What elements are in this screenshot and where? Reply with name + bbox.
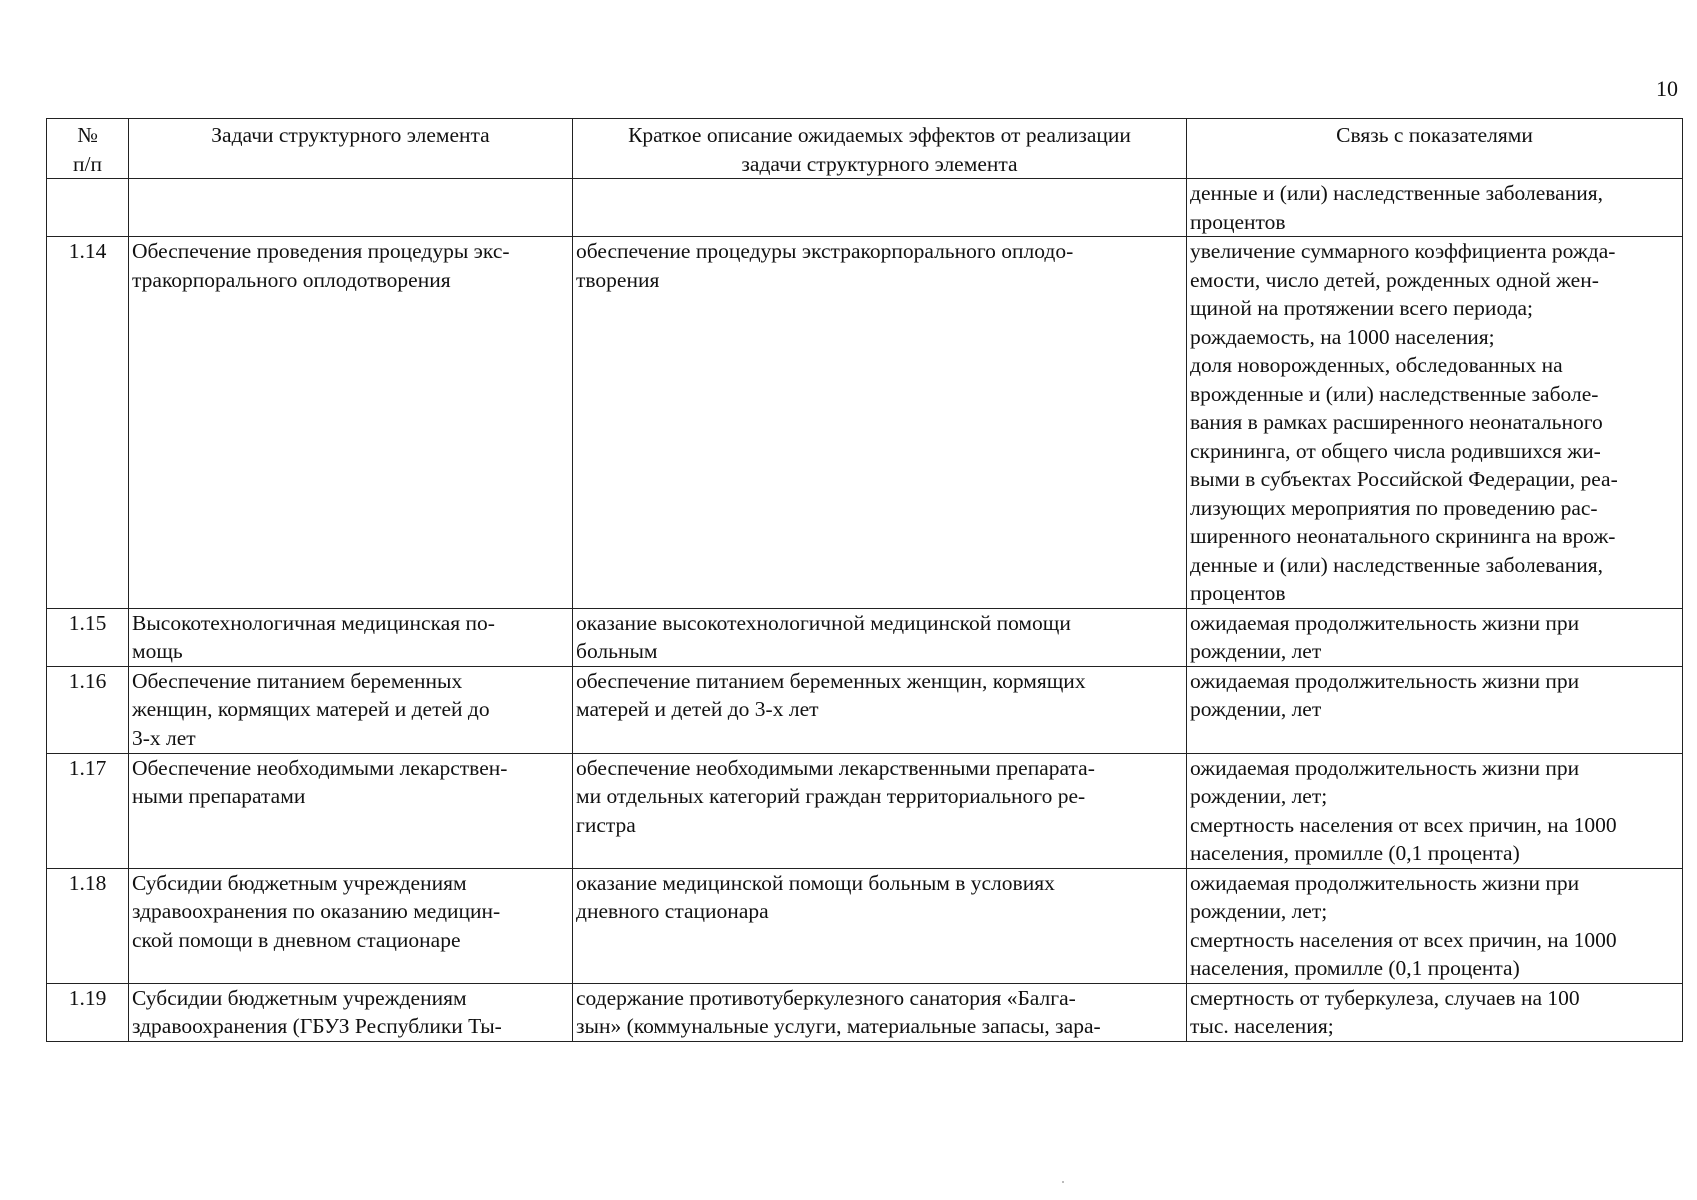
row-task-line: Обеспечение питанием беременных xyxy=(132,668,463,693)
row-link xyxy=(1187,868,1683,983)
header-link xyxy=(1187,119,1683,179)
row-effect-line: матерей и детей до 3-х лет xyxy=(576,697,819,721)
row-effect xyxy=(573,666,1187,753)
row-task xyxy=(129,983,573,1041)
row-task-line: Высокотехнологичная медицинская по- xyxy=(132,610,495,635)
header-effect-line: Краткое описание ожидаемых эффектов от реализации xyxy=(628,123,1131,147)
row-link-line: смертность населения от всех причин, на 1000 xyxy=(1190,812,1617,837)
table-row xyxy=(47,608,1683,666)
row-link xyxy=(1187,666,1683,753)
row-link-line: ожидаемая продолжительность жизни при xyxy=(1190,668,1580,693)
row-link-line: емости, число детей, рожденных одной жен- xyxy=(1190,267,1599,292)
row-task-line: ской помощи в дневном стационаре xyxy=(132,927,461,952)
row-task xyxy=(129,179,573,237)
row-task-line: ными препаратами xyxy=(132,784,306,808)
row-effect xyxy=(573,608,1187,666)
row-link xyxy=(1187,983,1683,1041)
row-effect-line: оказание высокотехнологичной медицинской помощи xyxy=(576,610,1071,635)
table-row xyxy=(47,179,1683,237)
header-num-line: п/п xyxy=(73,151,102,176)
row-effect-line: оказание медицинской помощи больным в условиях xyxy=(576,870,1055,895)
row-effect xyxy=(573,179,1187,237)
table-row xyxy=(47,666,1683,753)
row-effect-line: творения xyxy=(576,267,660,292)
row-task-line: Субсидии бюджетным учреждениям xyxy=(132,870,467,895)
row-num xyxy=(47,179,129,237)
header-task xyxy=(129,119,573,179)
page-number: 10 xyxy=(1656,76,1678,101)
row-effect-line: зын» (коммунальные услуги, материальные запасы, зара- xyxy=(576,1014,1101,1038)
row-link-line: процентов xyxy=(1190,581,1286,605)
row-link-line: вания в рамках расширенного неонатального xyxy=(1190,410,1603,434)
row-link-line: выми в субъектах Российской Федерации, реа- xyxy=(1190,467,1618,491)
row-effect-line: ми отдельных категорий граждан территориального ре- xyxy=(576,784,1086,808)
table-row xyxy=(47,868,1683,983)
row-link-line: смертность населения от всех причин, на 1000 xyxy=(1190,927,1617,952)
row-task-line: 3-х лет xyxy=(132,725,196,750)
structural-element-table xyxy=(46,118,1683,1042)
row-link-line: ожидаемая продолжительность жизни при xyxy=(1190,870,1580,895)
table-row xyxy=(47,237,1683,609)
row-task-line: здравоохранения по оказанию медицин- xyxy=(132,899,501,923)
row-link-line: смертность от туберкулеза, случаев на 100 xyxy=(1190,985,1580,1010)
row-num: 1.14 xyxy=(47,237,129,609)
row-task-line: здравоохранения (ГБУЗ Республики Ты- xyxy=(132,1014,502,1038)
row-link-line: денные и (или) наследственные заболевания, xyxy=(1190,181,1603,205)
row-link-line: рождении, лет xyxy=(1190,639,1322,663)
row-task-line: Субсидии бюджетным учреждениям xyxy=(132,985,467,1010)
row-effect-line: больным xyxy=(576,639,658,663)
row-link xyxy=(1187,753,1683,868)
row-link-line: ожидаемая продолжительность жизни при xyxy=(1190,610,1580,635)
row-link-line: рождаемость, на 1000 населения; xyxy=(1190,324,1495,349)
row-link-line: денные и (или) наследственные заболевания, xyxy=(1190,552,1603,577)
row-effect xyxy=(573,753,1187,868)
row-effect-line: содержание противотуберкулезного санатория «Балга- xyxy=(576,985,1076,1010)
header-effect xyxy=(573,119,1187,179)
row-task xyxy=(129,237,573,609)
row-effect-line: обеспечение питанием беременных женщин, кормящих xyxy=(576,668,1086,693)
row-effect xyxy=(573,868,1187,983)
row-link-line: рождении, лет xyxy=(1190,697,1322,721)
row-effect-line: дневного стационара xyxy=(576,899,769,923)
row-link-line: процентов xyxy=(1190,209,1286,234)
row-link xyxy=(1187,608,1683,666)
row-link-line: врожденные и (или) наследственные заболе- xyxy=(1190,381,1599,406)
header-task-line: Задачи структурного элемента xyxy=(211,123,490,147)
row-link-line: населения, промилле (0,1 процента) xyxy=(1190,841,1520,865)
row-effect-line: обеспечение необходимыми лекарственными препарата- xyxy=(576,755,1095,780)
row-link-line: рождении, лет; xyxy=(1190,899,1328,923)
row-link-line: ожидаемая продолжительность жизни при xyxy=(1190,755,1580,780)
table-row xyxy=(47,753,1683,868)
row-num: 1.16 xyxy=(47,666,129,753)
row-num: 1.19 xyxy=(47,983,129,1041)
row-num: 1.15 xyxy=(47,608,129,666)
row-effect xyxy=(573,983,1187,1041)
row-link-line: скрининга, от общего числа родившихся жи- xyxy=(1190,438,1601,463)
scan-speck xyxy=(1062,1181,1064,1183)
row-link-line: рождении, лет; xyxy=(1190,784,1328,808)
row-effect-line: обеспечение процедуры экстракорпорального оплодо- xyxy=(576,239,1074,263)
row-link-line: увеличение суммарного коэффициента рожда- xyxy=(1190,239,1616,263)
header-num xyxy=(47,119,129,179)
row-task-line: Обеспечение проведения процедуры экс- xyxy=(132,239,510,263)
row-link xyxy=(1187,179,1683,237)
row-task-line: тракорпорального оплодотворения xyxy=(132,267,451,292)
row-effect-line: гистра xyxy=(576,812,636,837)
table-header-row xyxy=(47,119,1683,179)
row-num: 1.18 xyxy=(47,868,129,983)
table-row xyxy=(47,983,1683,1041)
header-effect-line: задачи структурного элемента xyxy=(741,151,1018,176)
row-num: 1.17 xyxy=(47,753,129,868)
row-task xyxy=(129,608,573,666)
row-effect xyxy=(573,237,1187,609)
row-link xyxy=(1187,237,1683,609)
row-task xyxy=(129,868,573,983)
row-link-line: населения, промилле (0,1 процента) xyxy=(1190,956,1520,980)
row-link-line: щиной на протяжении всего периода; xyxy=(1190,296,1534,320)
header-num-line: № xyxy=(77,123,98,147)
row-task-line: женщин, кормящих матерей и детей до xyxy=(132,697,490,721)
row-link-line: лизующих мероприятия по проведению рас- xyxy=(1190,495,1598,520)
header-link-line: Связь с показателями xyxy=(1336,123,1533,147)
row-task-line: Обеспечение необходимыми лекарствен- xyxy=(132,755,508,780)
row-link-line: ширенного неонатального скрининга на врож- xyxy=(1190,524,1616,548)
row-task xyxy=(129,753,573,868)
row-task xyxy=(129,666,573,753)
row-link-line: доля новорожденных, обследованных на xyxy=(1190,353,1563,377)
row-task-line: мощь xyxy=(132,639,183,663)
row-link-line: тыс. населения; xyxy=(1190,1014,1334,1038)
